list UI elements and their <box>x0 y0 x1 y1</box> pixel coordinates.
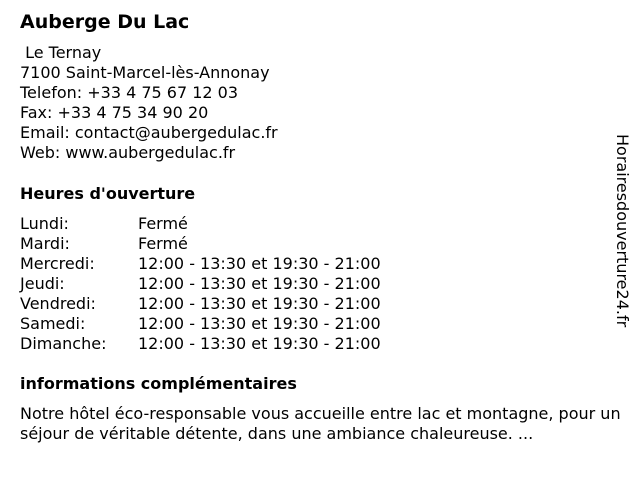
address-city: 7100 Saint-Marcel-lès-Annonay <box>20 63 270 82</box>
table-row <box>20 214 381 234</box>
day-hours: 12:00 - 13:30 et 19:30 - 21:00 <box>138 274 381 293</box>
website-address: Web: www.aubergedulac.fr <box>20 143 236 162</box>
table-row <box>20 234 381 254</box>
table-row <box>20 254 381 274</box>
day-hours: 12:00 - 13:30 et 19:30 - 21:00 <box>138 294 381 313</box>
day-hours: Fermé <box>138 234 188 253</box>
day-hours: 12:00 - 13:30 et 19:30 - 21:00 <box>138 314 381 333</box>
day-label: Mercredi: <box>20 254 95 273</box>
contact-block <box>20 43 278 163</box>
table-row <box>20 294 381 314</box>
day-hours: Fermé <box>138 214 188 233</box>
table-row <box>20 334 381 354</box>
info-heading: informations complémentaires <box>20 374 297 393</box>
site-watermark: Horairesdouverture24.fr <box>613 134 632 328</box>
fax-number: Fax: +33 4 75 34 90 20 <box>20 103 209 122</box>
day-label: Dimanche: <box>20 334 107 353</box>
email-address: Email: contact@aubergedulac.fr <box>20 123 278 142</box>
hours-heading: Heures d'ouverture <box>20 184 196 203</box>
day-label: Jeudi: <box>20 274 65 293</box>
day-label: Samedi: <box>20 314 86 333</box>
day-label: Lundi: <box>20 214 69 233</box>
business-name: Auberge Du Lac <box>20 11 190 33</box>
day-hours: 12:00 - 13:30 et 19:30 - 21:00 <box>138 254 381 273</box>
address-street: Le Ternay <box>20 43 102 62</box>
day-hours: 12:00 - 13:30 et 19:30 - 21:00 <box>138 334 381 353</box>
info-description: Notre hôtel éco-responsable vous accueille entre lac et montagne, pour un séjour de véritable détente, dans une ambiance chaleureuse. ... <box>20 404 621 443</box>
day-label: Mardi: <box>20 234 70 253</box>
day-label: Vendredi: <box>20 294 96 313</box>
phone-number: Telefon: +33 4 75 67 12 03 <box>20 83 239 102</box>
opening-hours-table <box>20 214 381 354</box>
table-row <box>20 314 381 334</box>
table-row <box>20 274 381 294</box>
